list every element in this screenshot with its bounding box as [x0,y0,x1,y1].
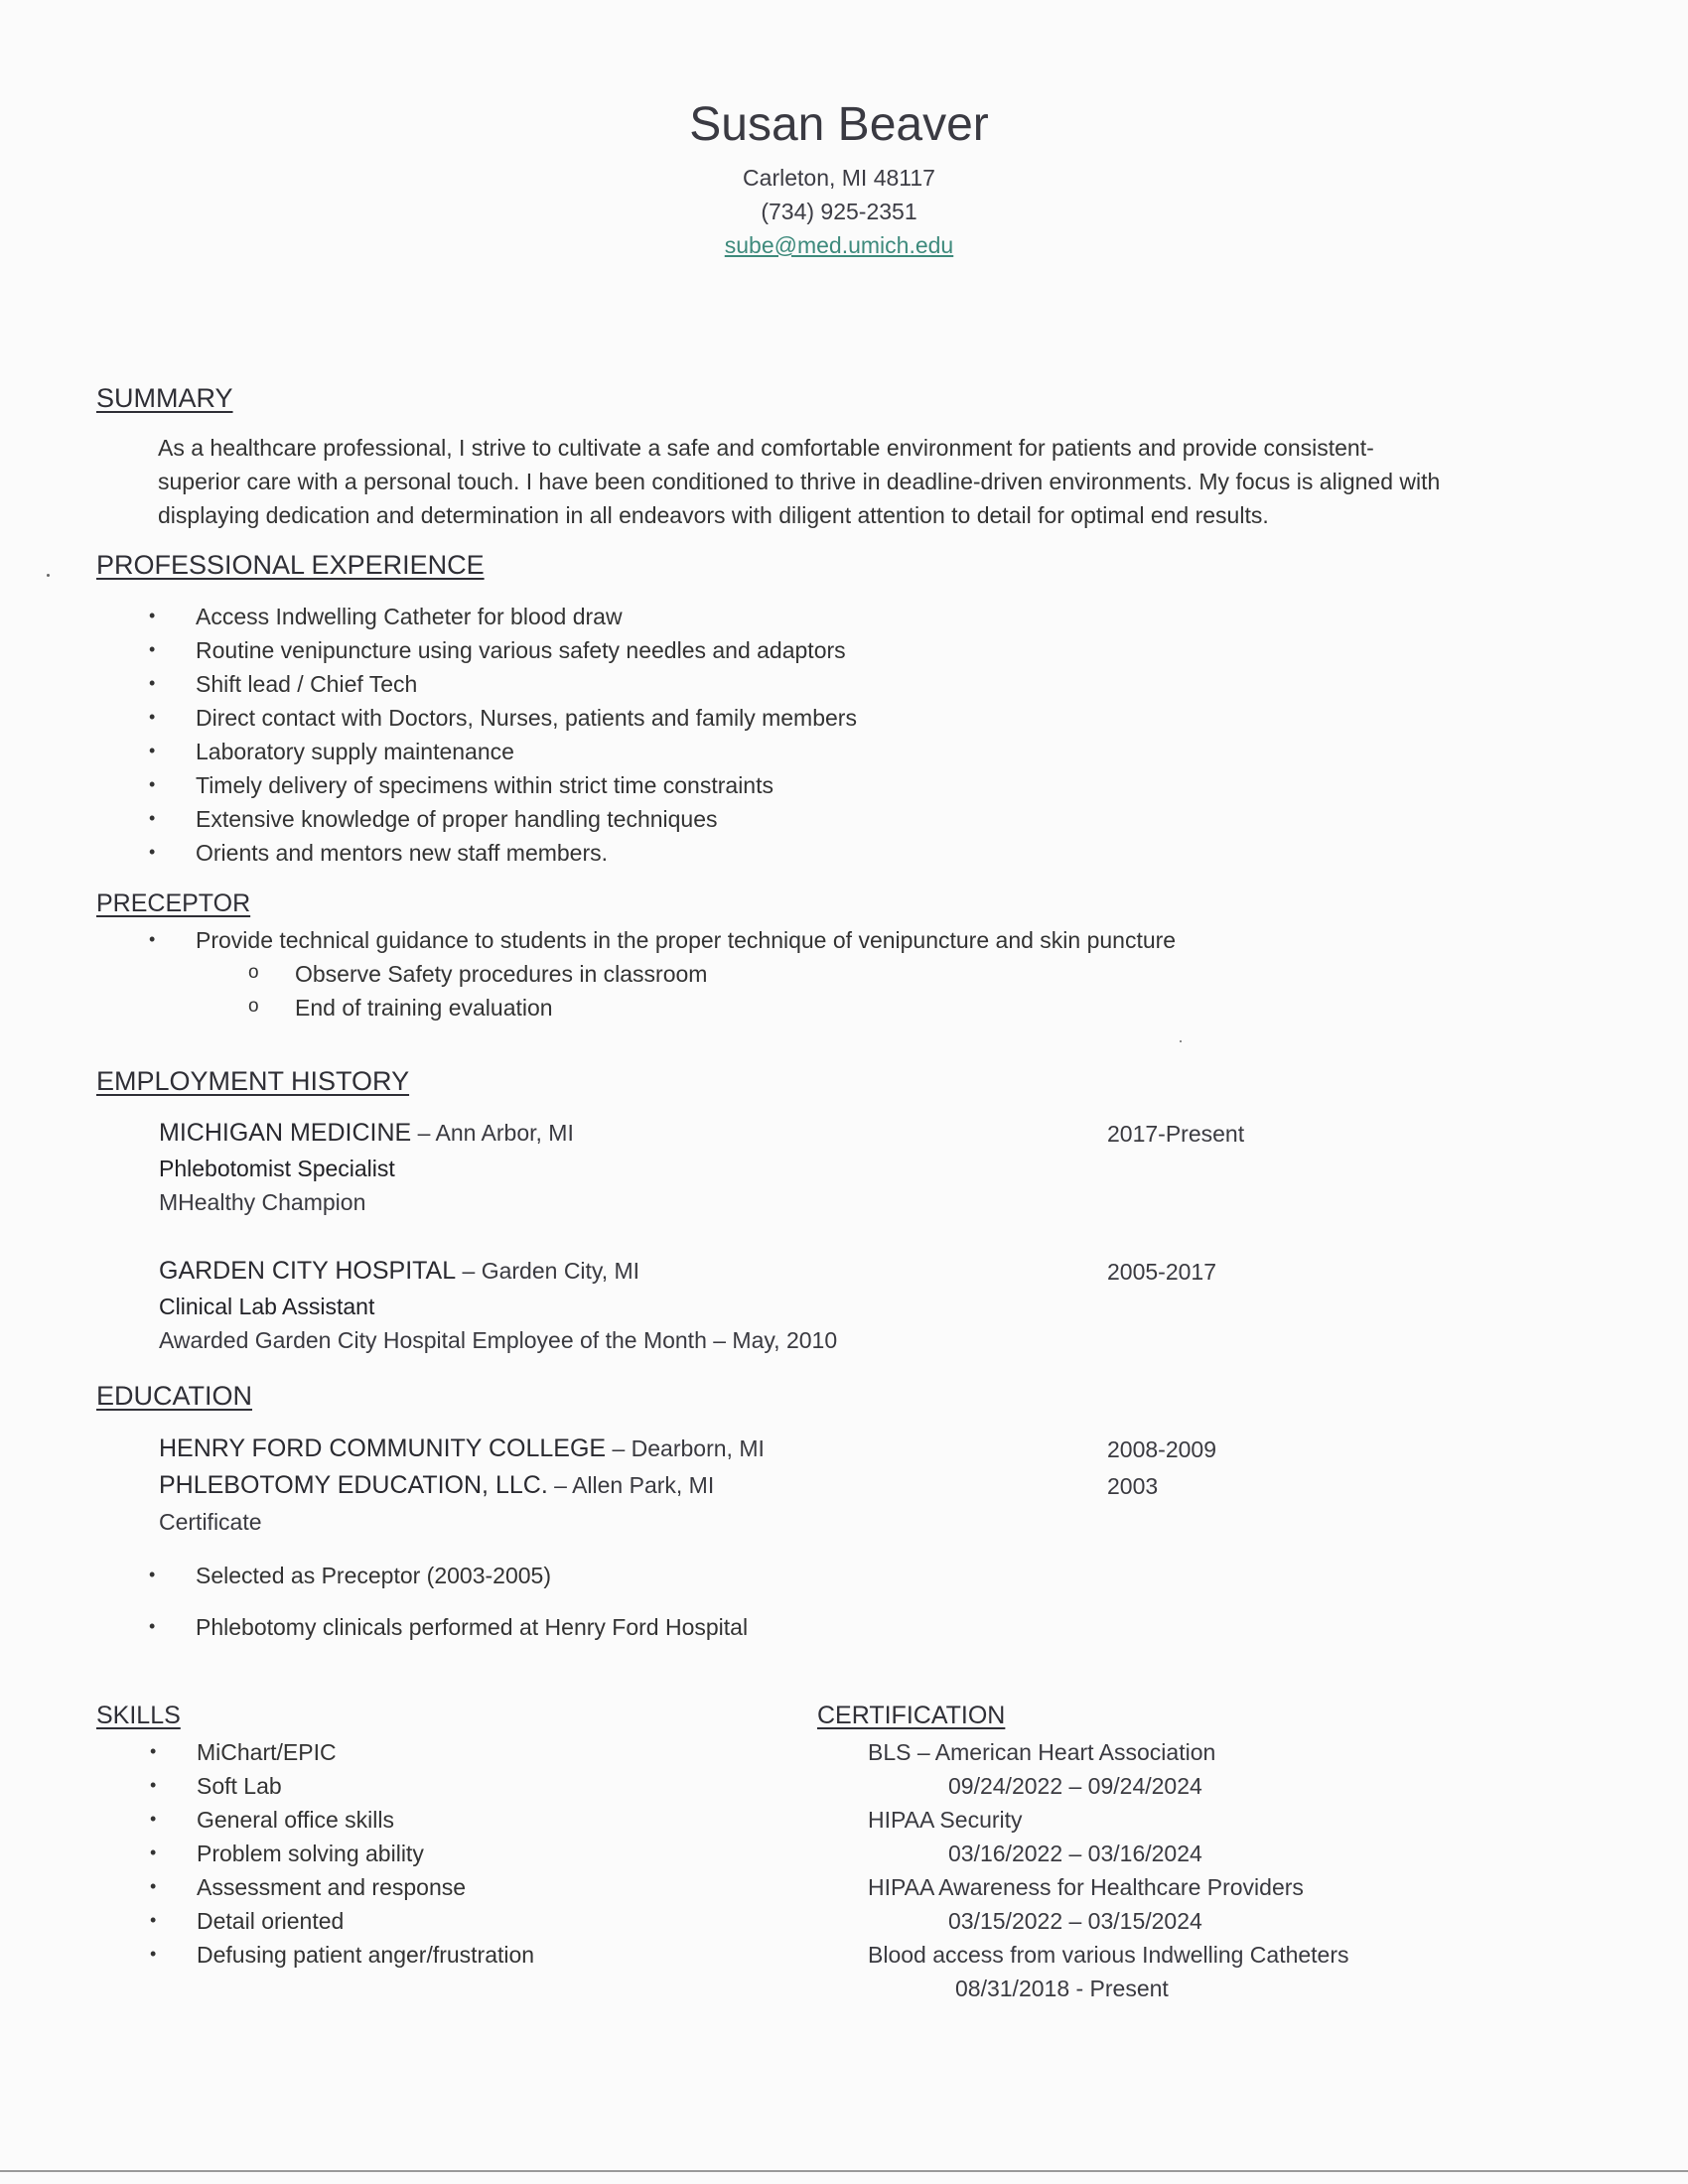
email-link[interactable]: sube@med.umich.edu [724,232,954,258]
school-name: PHLEBOTOMY EDUCATION, LLC. [159,1471,548,1499]
cert-name: Blood access from various Indwelling Catheters [868,1942,1349,1968]
employer-line [159,1257,639,1286]
list-item: • Selected as Preceptor (2003-2005) [149,1563,551,1588]
cert-dates: 03/15/2022 – 03/15/2024 [948,1908,1202,1934]
list-item: • MiChart/EPIC [150,1739,337,1765]
email-link-wrap [0,232,1678,259]
job-dates: 2005-2017 [1107,1259,1216,1285]
education-heading: EDUCATION [96,1381,253,1411]
school-location: – Dearborn, MI [606,1435,765,1461]
school-dates: 2008-2009 [1107,1436,1216,1462]
skills-heading: SKILLS [96,1702,181,1729]
list-item: • Orients and mentors new staff members. [149,840,609,866]
list-item: • General office skills [150,1807,394,1833]
cert-dates: 03/16/2022 – 03/16/2024 [948,1841,1202,1866]
experience-heading: PROFESSIONAL EXPERIENCE [96,550,485,580]
school-line [159,1471,714,1500]
cert-name: HIPAA Awareness for Healthcare Providers [868,1874,1304,1900]
list-item: • Access Indwelling Catheter for blood draw [149,604,623,629]
resume-name: Susan Beaver [689,98,989,151]
summary-heading: SUMMARY [96,383,233,413]
list-item: • Timely delivery of specimens within strict time constraints [149,772,774,798]
employer-location: – Ann Arbor, MI [411,1120,574,1146]
summary-line: superior care with a personal touch. I have been conditioned to thrive in deadline-driven environments. My focus is aligned with [158,469,1441,494]
list-item: • Defusing patient anger/frustration [150,1942,535,1968]
school-location: – Allen Park, MI [547,1472,715,1498]
list-item: • Shift lead / Chief Tech [149,671,418,697]
employer-name: GARDEN CITY HOSPITAL [159,1257,457,1285]
school-line [159,1434,765,1463]
job-title: Phlebotomist Specialist [159,1156,395,1181]
scan-speck [1180,1040,1182,1042]
list-item: • Phlebotomy clinicals performed at Henry Ford Hospital [149,1614,749,1640]
school-dates: 2003 [1107,1473,1159,1499]
list-item: • Problem solving ability [150,1841,424,1866]
summary-line: displaying dedication and determination in all endeavors with diligent attention to detail for optimal end results. [158,502,1269,528]
school-name: HENRY FORD COMMUNITY COLLEGE [159,1434,607,1462]
employment-heading: EMPLOYMENT HISTORY [96,1066,410,1096]
sub-list-item: o End of training evaluation [248,995,553,1021]
cert-dates: 08/31/2018 - Present [955,1976,1169,2001]
job-title: Clinical Lab Assistant [159,1294,375,1319]
employer-location: – Garden City, MI [456,1258,640,1284]
address: Carleton, MI 48117 [743,165,935,191]
list-item: • Routine venipuncture using various safety needles and adaptors [149,637,846,663]
scan-speck [47,574,50,577]
credential: Certificate [159,1509,262,1535]
list-item: • Soft Lab [150,1773,282,1799]
list-item: • Assessment and response [150,1874,467,1900]
job-note: Awarded Garden City Hospital Employee of the Month – May, 2010 [159,1327,838,1353]
list-item: • Provide technical guidance to students in the proper technique of venipuncture and skin puncture [149,927,1177,953]
scan-edge-line [0,2170,1688,2172]
list-item: • Detail oriented [150,1908,345,1934]
cert-name: BLS – American Heart Association [868,1739,1216,1765]
job-dates: 2017-Present [1107,1121,1245,1147]
cert-name: HIPAA Security [868,1807,1023,1833]
list-item: • Direct contact with Doctors, Nurses, patients and family members [149,705,857,731]
job-note: MHealthy Champion [159,1189,366,1215]
employer-line [159,1119,574,1148]
preceptor-heading: PRECEPTOR [96,889,251,917]
summary-text [158,431,1588,532]
employer-name: MICHIGAN MEDICINE [159,1119,412,1147]
phone: (734) 925-2351 [761,199,917,224]
certification-heading: CERTIFICATION [817,1702,1006,1729]
sub-list-item: o Observe Safety procedures in classroom [248,961,708,987]
list-item: • Laboratory supply maintenance [149,739,514,764]
list-item: • Extensive knowledge of proper handling techniques [149,806,718,832]
cert-dates: 09/24/2022 – 09/24/2024 [948,1773,1202,1799]
summary-line: As a healthcare professional, I strive to cultivate a safe and comfortable environment for patients and provide consistent- [158,435,1374,461]
